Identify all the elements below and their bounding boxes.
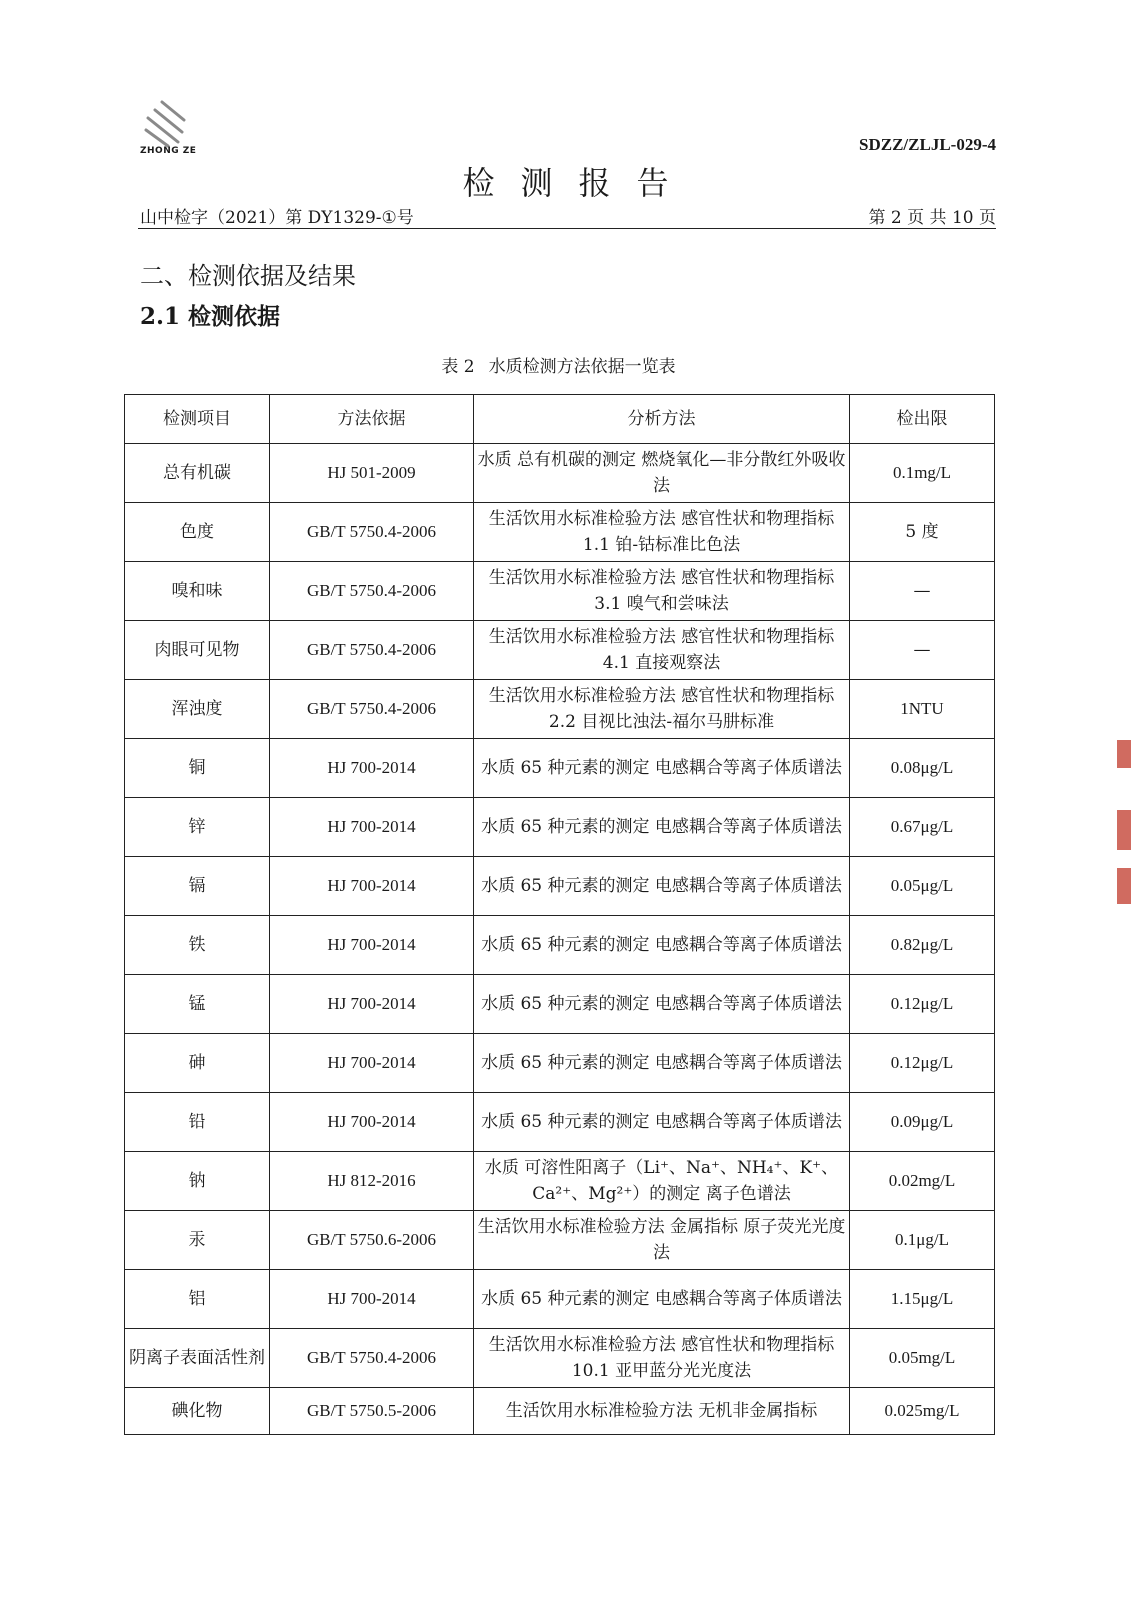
column-header: 分析方法 xyxy=(474,395,850,444)
table-caption xyxy=(0,352,1131,377)
table-row xyxy=(125,1034,995,1093)
table-row xyxy=(125,857,995,916)
limit-cell: 0.05μg/L xyxy=(850,857,995,916)
item-cell: 铅 xyxy=(125,1093,270,1152)
item-cell: 嗅和味 xyxy=(125,562,270,621)
limit-cell: 0.025mg/L xyxy=(850,1388,995,1435)
method-cell: 水质 65 种元素的测定 电感耦合等离子体质谱法 xyxy=(474,916,850,975)
table-row xyxy=(125,1270,995,1329)
item-cell: 肉眼可见物 xyxy=(125,621,270,680)
item-cell: 阴离子表面活性剂 xyxy=(125,1329,270,1388)
method-cell: 水质 65 种元素的测定 电感耦合等离子体质谱法 xyxy=(474,857,850,916)
page-info: 第 2 页 共 10 页 xyxy=(868,208,996,228)
column-header: 方法依据 xyxy=(270,395,474,444)
item-cell: 色度 xyxy=(125,503,270,562)
table-row xyxy=(125,1152,995,1211)
page-title: 检测报告 xyxy=(462,164,695,202)
method-cell: 水质 65 种元素的测定 电感耦合等离子体质谱法 xyxy=(474,739,850,798)
report-number: 山中检字（2021）第 DY1329-①号 xyxy=(140,208,414,228)
section-heading: 二、检测依据及结果 xyxy=(140,262,356,290)
item-cell: 镉 xyxy=(125,857,270,916)
item-cell: 总有机碳 xyxy=(125,444,270,503)
item-cell: 浑浊度 xyxy=(125,680,270,739)
limit-cell: 1.15μg/L xyxy=(850,1270,995,1329)
limit-cell: 0.09μg/L xyxy=(850,1093,995,1152)
table-row xyxy=(125,1093,995,1152)
standard-cell: HJ 700-2014 xyxy=(270,1093,474,1152)
standard-cell: HJ 700-2014 xyxy=(270,1034,474,1093)
item-cell: 铝 xyxy=(125,1270,270,1329)
seal-stamp-fragment xyxy=(1117,810,1131,850)
item-cell: 砷 xyxy=(125,1034,270,1093)
standard-cell: HJ 501-2009 xyxy=(270,444,474,503)
method-cell: 水质 总有机碳的测定 燃烧氧化—非分散红外吸收法 xyxy=(474,444,850,503)
table-row xyxy=(125,621,995,680)
item-cell: 汞 xyxy=(125,1211,270,1270)
table-row xyxy=(125,916,995,975)
limit-cell: 0.12μg/L xyxy=(850,975,995,1034)
method-cell: 水质 可溶性阳离子（Li⁺、Na⁺、NH₄⁺、K⁺、Ca²⁺、Mg²⁺）的测定 离子色谱法 xyxy=(474,1152,850,1211)
item-cell: 锌 xyxy=(125,798,270,857)
method-cell: 水质 65 种元素的测定 电感耦合等离子体质谱法 xyxy=(474,798,850,857)
table-header-row xyxy=(125,395,995,444)
item-cell: 铁 xyxy=(125,916,270,975)
table-caption-number: 表 2 xyxy=(441,357,475,377)
limit-cell: 0.12μg/L xyxy=(850,1034,995,1093)
limit-cell: 0.05mg/L xyxy=(850,1329,995,1388)
limit-cell: 1NTU xyxy=(850,680,995,739)
standard-cell: HJ 700-2014 xyxy=(270,798,474,857)
header-divider xyxy=(138,228,996,229)
method-cell: 生活饮用水标准检验方法 感官性状和物理指标 10.1 亚甲蓝分光光度法 xyxy=(474,1329,850,1388)
method-cell: 水质 65 种元素的测定 电感耦合等离子体质谱法 xyxy=(474,1270,850,1329)
column-header: 检出限 xyxy=(850,395,995,444)
standard-cell: GB/T 5750.4-2006 xyxy=(270,680,474,739)
logo-text: ZHONG ZE xyxy=(140,146,197,156)
method-cell: 生活饮用水标准检验方法 感官性状和物理指标 2.2 目视比浊法-福尔马肼标准 xyxy=(474,680,850,739)
limit-cell: 0.67μg/L xyxy=(850,798,995,857)
item-cell: 锰 xyxy=(125,975,270,1034)
method-cell: 水质 65 种元素的测定 电感耦合等离子体质谱法 xyxy=(474,975,850,1034)
table-row xyxy=(125,444,995,503)
standard-cell: GB/T 5750.4-2006 xyxy=(270,1329,474,1388)
standard-cell: HJ 700-2014 xyxy=(270,857,474,916)
section-subheading: 2.1 检测依据 xyxy=(140,303,281,330)
standard-cell: HJ 812-2016 xyxy=(270,1152,474,1211)
seal-stamp-fragment xyxy=(1117,740,1131,768)
table-row xyxy=(125,1329,995,1388)
method-cell: 生活饮用水标准检验方法 感官性状和物理指标 3.1 嗅气和尝味法 xyxy=(474,562,850,621)
table-row xyxy=(125,503,995,562)
table-caption-title: 水质检测方法依据一览表 xyxy=(488,357,676,377)
table-row xyxy=(125,798,995,857)
limit-cell: 5 度 xyxy=(850,503,995,562)
method-cell: 生活饮用水标准检验方法 无机非金属指标 xyxy=(474,1388,850,1435)
standard-cell: HJ 700-2014 xyxy=(270,916,474,975)
standard-cell: GB/T 5750.6-2006 xyxy=(270,1211,474,1270)
standard-cell: GB/T 5750.4-2006 xyxy=(270,562,474,621)
method-cell: 生活饮用水标准检验方法 金属指标 原子荧光光度法 xyxy=(474,1211,850,1270)
column-header: 检测项目 xyxy=(125,395,270,444)
table-row xyxy=(125,562,995,621)
table-row xyxy=(125,680,995,739)
limit-cell: 0.02mg/L xyxy=(850,1152,995,1211)
standard-cell: GB/T 5750.4-2006 xyxy=(270,621,474,680)
standard-cell: GB/T 5750.5-2006 xyxy=(270,1388,474,1435)
limit-cell: 0.1mg/L xyxy=(850,444,995,503)
standard-cell: GB/T 5750.4-2006 xyxy=(270,503,474,562)
method-cell: 水质 65 种元素的测定 电感耦合等离子体质谱法 xyxy=(474,1034,850,1093)
item-cell: 钠 xyxy=(125,1152,270,1211)
standard-cell: HJ 700-2014 xyxy=(270,1270,474,1329)
table-row xyxy=(125,739,995,798)
method-cell: 水质 65 种元素的测定 电感耦合等离子体质谱法 xyxy=(474,1093,850,1152)
limit-cell: — xyxy=(850,562,995,621)
standard-cell: HJ 700-2014 xyxy=(270,975,474,1034)
limit-cell: 0.1μg/L xyxy=(850,1211,995,1270)
method-cell: 生活饮用水标准检验方法 感官性状和物理指标 4.1 直接观察法 xyxy=(474,621,850,680)
methods-table xyxy=(124,394,995,1435)
method-cell: 生活饮用水标准检验方法 感官性状和物理指标 1.1 铂-钴标准比色法 xyxy=(474,503,850,562)
standard-cell: HJ 700-2014 xyxy=(270,739,474,798)
table-row xyxy=(125,975,995,1034)
limit-cell: 0.82μg/L xyxy=(850,916,995,975)
table-row xyxy=(125,1211,995,1270)
item-cell: 铜 xyxy=(125,739,270,798)
limit-cell: — xyxy=(850,621,995,680)
item-cell: 碘化物 xyxy=(125,1388,270,1435)
table-row xyxy=(125,1388,995,1435)
seal-stamp-fragment xyxy=(1117,868,1131,904)
document-code: SDZZ/ZLJL-029-4 xyxy=(859,135,996,154)
limit-cell: 0.08μg/L xyxy=(850,739,995,798)
